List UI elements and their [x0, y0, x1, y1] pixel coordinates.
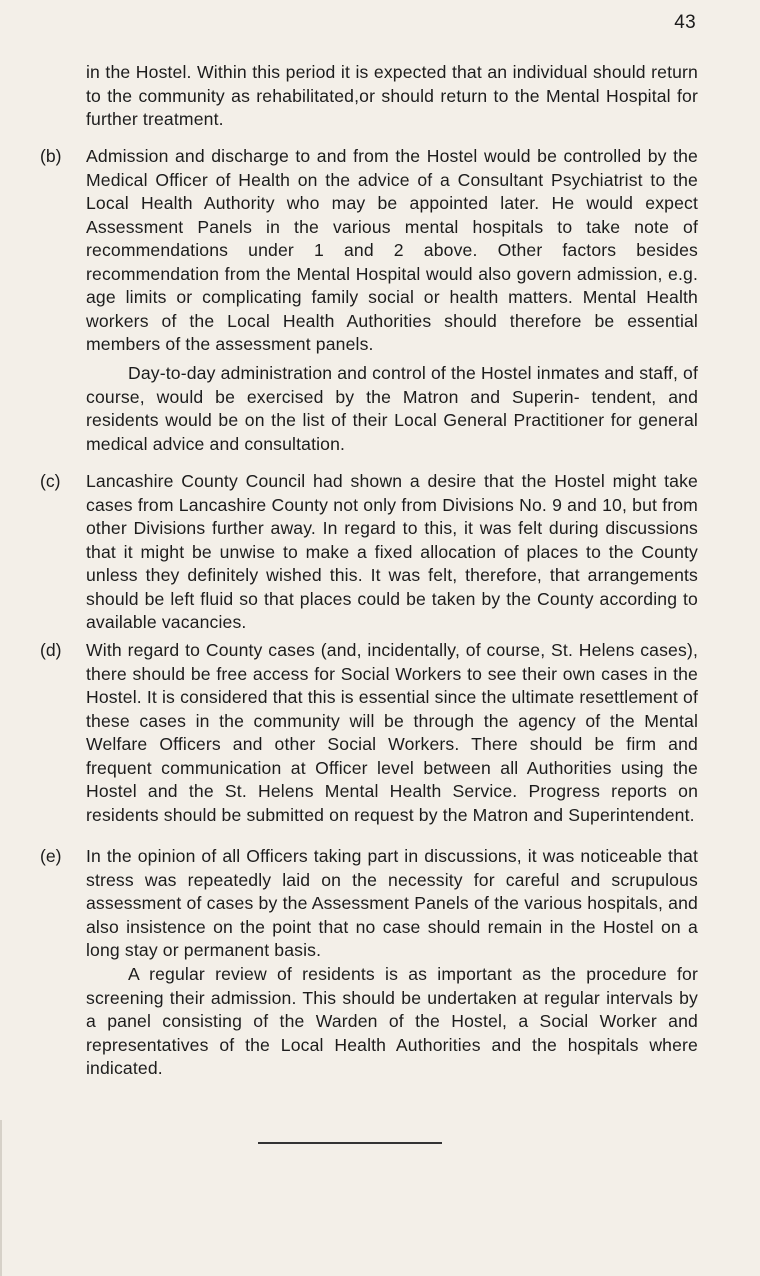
item-label-d: (d): [40, 640, 62, 660]
item-label-b: (b): [40, 146, 62, 166]
end-rule: [258, 1142, 442, 1144]
binding-edge: [0, 1120, 2, 1276]
continuation-paragraph: in the Hostel. Within this period it is expected that an individual should return to the community as rehabilitated,or should return to the Mental Hospital for further treatment.: [86, 62, 698, 129]
item-b-paragraph-1: Admission and discharge to and from the Hostel would be controlled by the Medical Officer of Health on the advice of a Consultant Psychiatrist to the Local Health Authority who may be appointed later. He would expect Assessment Panels in the various mental hospitals to take note of recommendations under 1 and 2 above. Other factors besides recommendation from the Mental Hospital would also govern admission, e.g. age limits or complicating family social or health matters. Mental Health workers of the Local Health Authorities should therefore be essential members of the assessment panels.: [86, 146, 698, 354]
item-d-paragraph-1: With regard to County cases (and, incidentally, of course, St. Helens cases), there should be free access for Social Workers to see their own cases in the Hostel. It is considered that this is essential since the ultimate resettlement of these cases in the community will be through the agency of the Mental Welfare Officers and other Social Workers. There should be firm and frequent communication at Officer level between all Authorities using the Hostel and the St. Helens Mental Health Service. Progress reports on residents should be submitted on request by the Matron and Superintendent.: [86, 640, 698, 825]
page-number: 43: [674, 12, 696, 33]
item-b-paragraph-2: Day-to-day administration and control of the Hostel inmates and staff, of course, would be exercised by the Matron and Superin- tendent, and residents would be on the list of their Local General Practitioner for general medical advice and consultation.: [86, 363, 699, 454]
item-c-paragraph-1: Lancashire County Council had shown a desire that the Hostel might take cases from Lancashire County not only from Divisions No. 9 and 10, but from other Divisions further away. In regard to this, it was felt during discussions that it might be unwise to make a fixed allocation of places to the County unless they definitely wished this. It was felt, therefore, that arrangements should be left fluid so that places could be taken by the County according to available vacancies.: [86, 471, 698, 632]
item-e-paragraph-1: In the opinion of all Officers taking part in discussions, it was noticeable that stress was repeatedly laid on the necessity for careful and scrupulous assessment of cases by the Assessment Panels of the various hospitals, and also insistence on the point that no case should remain in the Hostel on a long stay or permanent basis.: [86, 846, 698, 960]
item-label-e: (e): [40, 846, 62, 866]
item-label-c: (c): [40, 471, 61, 491]
item-e-paragraph-2: A regular review of residents is as important as the procedure for screening their admission. This should be undertaken at regular intervals by a panel consisting of the Warden of the Hostel, a Social Worker and representatives of the Local Health Authorities and the hospitals where indicated.: [86, 964, 698, 1078]
